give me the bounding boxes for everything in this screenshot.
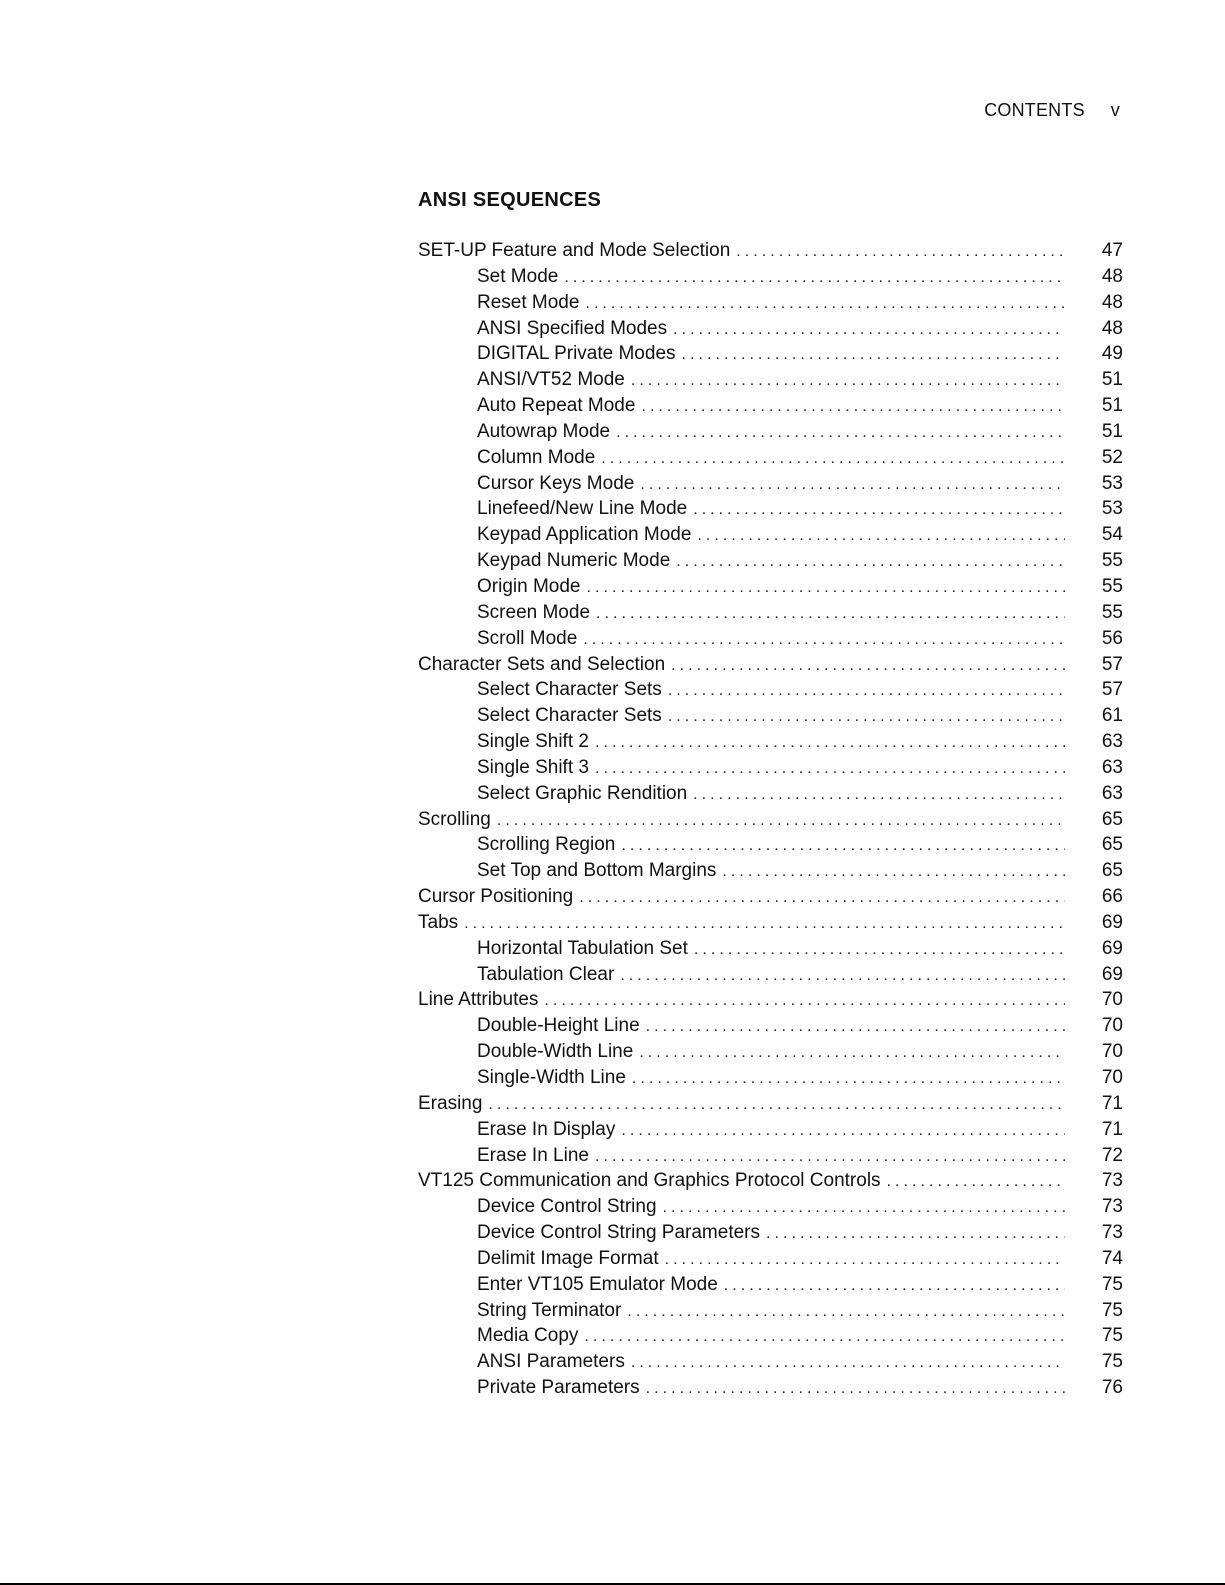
dot-leader: [579, 889, 1065, 907]
toc-entry-page: 73: [1101, 1196, 1123, 1218]
dot-leader: [627, 1303, 1065, 1321]
dot-leader: [595, 734, 1065, 752]
toc-entry-page: 51: [1101, 369, 1123, 391]
toc-entry-page: 54: [1101, 524, 1123, 546]
toc-entry-title: Delimit Image Format: [477, 1247, 659, 1269]
toc-entry-title: Device Control String: [477, 1196, 657, 1218]
toc-subentry[interactable]: [418, 628, 1123, 654]
dot-leader: [583, 631, 1065, 649]
dot-leader: [722, 863, 1065, 881]
toc-entry[interactable]: [418, 886, 1123, 912]
dot-leader: [693, 786, 1065, 804]
toc-entry-page: 73: [1101, 1170, 1123, 1192]
toc-entry-page: 63: [1101, 782, 1123, 804]
toc-entry-title: ANSI Parameters: [477, 1351, 625, 1373]
toc-subentry[interactable]: [418, 1196, 1123, 1222]
toc-subentry[interactable]: [418, 369, 1123, 395]
toc-entry-page: 69: [1101, 963, 1123, 985]
dot-leader: [601, 450, 1065, 468]
dot-leader: [497, 812, 1065, 830]
toc-subentry[interactable]: [418, 964, 1123, 990]
toc-entry-title: Media Copy: [477, 1325, 579, 1347]
toc-subentry[interactable]: [418, 395, 1123, 421]
toc-entry-title: Double-Height Line: [477, 1015, 640, 1037]
toc-entry-title: Autowrap Mode: [477, 420, 611, 442]
toc-entry-page: 75: [1101, 1351, 1123, 1373]
toc-entry-page: 53: [1101, 498, 1123, 520]
running-head-label: CONTENTS: [984, 100, 1085, 120]
dot-leader: [584, 1328, 1065, 1346]
dot-leader: [596, 605, 1065, 623]
toc-entry-page: 57: [1101, 653, 1123, 675]
toc-entry-title: Double-Width Line: [477, 1041, 634, 1063]
toc-entry-page: 66: [1101, 886, 1123, 908]
toc-entry-page: 53: [1101, 472, 1123, 494]
toc-entry-title: Keypad Numeric Mode: [477, 550, 671, 572]
toc-entry-title: Set Top and Bottom Margins: [477, 860, 717, 882]
toc-entry-title: Select Graphic Rendition: [477, 782, 688, 804]
toc-entry-page: 51: [1101, 395, 1123, 417]
toc-entry-page: 73: [1101, 1222, 1123, 1244]
toc-entry-title: Cursor Positioning: [418, 886, 574, 908]
dot-leader: [668, 708, 1065, 726]
toc-entry-title: Erasing: [418, 1092, 483, 1114]
toc-subentry[interactable]: [418, 938, 1123, 964]
toc-subentry[interactable]: [418, 757, 1123, 783]
dot-leader: [697, 527, 1065, 545]
toc-entry[interactable]: [418, 1170, 1123, 1196]
toc-entry-title: Screen Mode: [477, 601, 591, 623]
dot-leader: [631, 372, 1065, 390]
toc-entry-title: Scrolling: [418, 808, 491, 830]
section-title: ANSI SEQUENCES: [418, 189, 602, 211]
toc-entry-title: Select Character Sets: [477, 679, 662, 701]
dot-leader: [668, 682, 1065, 700]
dot-leader: [676, 553, 1065, 571]
dot-leader: [595, 760, 1065, 778]
toc-entry-title: Reset Mode: [477, 291, 580, 313]
dot-leader: [544, 992, 1065, 1010]
toc-entry-page: 70: [1101, 1067, 1123, 1088]
toc-subentry[interactable]: [418, 1145, 1123, 1171]
toc-entry-title: Keypad Application Mode: [477, 524, 692, 546]
toc-entry-page: 75: [1101, 1299, 1123, 1321]
toc-entry-page: 70: [1101, 1041, 1123, 1063]
toc-entry-title: Character Sets and Selection: [418, 653, 666, 675]
toc-entry-page: 74: [1101, 1247, 1123, 1269]
toc-entry-title: Erase In Display: [477, 1118, 616, 1140]
toc-entry-title: String Terminator: [477, 1299, 622, 1321]
toc-entry-title: Private Parameters: [477, 1377, 640, 1399]
toc-entry[interactable]: [418, 654, 1123, 680]
toc-subentry[interactable]: [418, 783, 1123, 809]
toc-entry-page: 55: [1101, 601, 1123, 623]
dot-leader: [585, 295, 1065, 313]
dot-leader: [639, 1044, 1065, 1062]
toc-entry-page: 57: [1101, 679, 1123, 701]
running-head: [984, 100, 1120, 121]
toc-subentry[interactable]: [418, 1274, 1123, 1300]
toc-entry-page: 65: [1101, 808, 1123, 830]
dot-leader: [621, 1122, 1065, 1140]
toc-subentry[interactable]: [418, 343, 1123, 369]
toc-subentry[interactable]: [418, 421, 1123, 447]
dot-leader: [620, 967, 1065, 985]
toc-entry-title: Set Mode: [477, 265, 559, 287]
toc-subentry[interactable]: [418, 473, 1123, 499]
toc-entry-page: 75: [1101, 1273, 1123, 1295]
toc-entry-page: 65: [1101, 860, 1123, 882]
dot-leader: [646, 1018, 1065, 1036]
toc-entry-title: ANSI Specified Modes: [477, 317, 668, 339]
toc-entry-title: Linefeed/New Line Mode: [477, 498, 688, 520]
toc-entry-title: VT125 Communication and Graphics Protocol Controls: [418, 1170, 881, 1192]
toc-entry-title: SET-UP Feature and Mode Selection: [418, 240, 731, 261]
toc-subentry[interactable]: [418, 602, 1123, 628]
toc-subentry[interactable]: [418, 1067, 1123, 1093]
toc-entry-title: Line Attributes: [418, 989, 539, 1011]
toc-entry-title: Single Shift 2: [477, 731, 589, 753]
toc-subentry[interactable]: [418, 1377, 1123, 1403]
dot-leader: [693, 501, 1065, 519]
toc-entry-title: Auto Repeat Mode: [477, 395, 636, 417]
toc-subentry[interactable]: [418, 1119, 1123, 1145]
dot-leader: [663, 1199, 1065, 1217]
dot-leader: [595, 1148, 1065, 1166]
toc-entry-title: Tabs: [418, 911, 459, 933]
toc-entry-title: Select Character Sets: [477, 705, 662, 727]
dot-leader: [616, 424, 1065, 442]
dot-leader: [682, 346, 1065, 364]
toc-entry-page: 48: [1101, 265, 1123, 287]
dot-leader: [736, 243, 1065, 261]
toc-subentry[interactable]: [418, 1248, 1123, 1274]
toc-entry-title: Erase In Line: [477, 1144, 589, 1166]
toc-subentry[interactable]: [418, 1041, 1123, 1067]
toc-subentry[interactable]: [418, 292, 1123, 318]
toc-entry-page: 48: [1101, 317, 1123, 339]
toc-subentry[interactable]: [418, 318, 1123, 344]
toc-subentry[interactable]: [418, 834, 1123, 860]
toc-subentry[interactable]: [418, 1015, 1123, 1041]
toc-entry[interactable]: [418, 240, 1123, 266]
toc-subentry[interactable]: [418, 731, 1123, 757]
toc-subentry[interactable]: [418, 1325, 1123, 1351]
toc-entry-title: Column Mode: [477, 446, 596, 468]
toc-entry-title: Device Control String Parameters: [477, 1222, 760, 1244]
dot-leader: [724, 1277, 1065, 1295]
toc-entry-page: 55: [1101, 550, 1123, 572]
toc-subentry[interactable]: [418, 447, 1123, 473]
toc-entry-page: 55: [1101, 575, 1123, 597]
dot-leader: [621, 837, 1065, 855]
toc-entry-page: 63: [1101, 731, 1123, 753]
toc-subentry[interactable]: [418, 1300, 1123, 1326]
dot-leader: [640, 476, 1065, 494]
toc-entry-page: 76: [1101, 1377, 1123, 1399]
toc-subentry[interactable]: [418, 679, 1123, 705]
dot-leader: [587, 579, 1066, 597]
dot-leader: [673, 321, 1065, 339]
toc-entry-page: 56: [1101, 627, 1123, 649]
toc-entry-page: 70: [1101, 989, 1123, 1011]
toc-entry-page: 48: [1101, 291, 1123, 313]
page-number: v: [1110, 100, 1120, 120]
toc-entry[interactable]: [418, 1093, 1123, 1119]
toc-entry-title: Cursor Keys Mode: [477, 472, 635, 494]
toc-entry-title: Single-Width Line: [477, 1067, 626, 1088]
toc-entry[interactable]: [418, 809, 1123, 835]
toc-entry-page: 47: [1101, 240, 1123, 261]
dot-leader: [632, 1070, 1065, 1088]
toc-entry-title: Tabulation Clear: [477, 963, 615, 985]
toc-subentry[interactable]: [418, 860, 1123, 886]
toc-entry-page: 61: [1101, 705, 1123, 727]
dot-leader: [887, 1173, 1065, 1191]
toc-entry-title: DIGITAL Private Modes: [477, 343, 676, 365]
toc-entry[interactable]: [418, 912, 1123, 938]
dot-leader: [464, 915, 1065, 933]
dot-leader: [488, 1096, 1065, 1114]
toc-entry-title: Enter VT105 Emulator Mode: [477, 1273, 718, 1295]
toc-subentry[interactable]: [418, 1222, 1123, 1248]
dot-leader: [646, 1380, 1065, 1398]
toc-subentry[interactable]: [418, 576, 1123, 602]
toc-entry-page: 65: [1101, 834, 1123, 856]
toc-subentry[interactable]: [418, 498, 1123, 524]
toc-entry-page: 72: [1101, 1144, 1123, 1166]
toc-entry-page: 69: [1101, 937, 1123, 959]
dot-leader: [641, 398, 1065, 416]
toc-entry-page: 70: [1101, 1015, 1123, 1037]
dot-leader: [665, 1251, 1065, 1269]
toc-subentry[interactable]: [418, 524, 1123, 550]
toc-entry-page: 69: [1101, 911, 1123, 933]
toc-entry-page: 75: [1101, 1325, 1123, 1347]
toc-entry[interactable]: [418, 989, 1123, 1015]
dot-leader: [694, 941, 1065, 959]
toc-entry-title: ANSI/VT52 Mode: [477, 369, 625, 391]
toc-subentry[interactable]: [418, 1351, 1123, 1377]
toc-subentry[interactable]: [418, 550, 1123, 576]
toc-entry-page: 71: [1101, 1118, 1123, 1140]
toc-entry-title: Scrolling Region: [477, 834, 616, 856]
toc-entry-title: Origin Mode: [477, 575, 581, 597]
toc-entry-page: 71: [1101, 1092, 1123, 1114]
toc-entry-page: 63: [1101, 756, 1123, 778]
toc-entry-title: Scroll Mode: [477, 627, 578, 649]
dot-leader: [564, 269, 1065, 287]
toc-subentry[interactable]: [418, 705, 1123, 731]
dot-leader: [671, 657, 1065, 675]
toc-entry-title: Horizontal Tabulation Set: [477, 937, 688, 959]
dot-leader: [766, 1225, 1065, 1243]
toc-entry-title: Single Shift 3: [477, 756, 589, 778]
dot-leader: [631, 1354, 1065, 1372]
toc-entry-page: 52: [1101, 446, 1123, 468]
toc-entry-page: 51: [1101, 420, 1123, 442]
toc-subentry[interactable]: [418, 266, 1123, 292]
toc-entry-page: 49: [1101, 343, 1123, 365]
table-of-contents: [418, 240, 1123, 1403]
